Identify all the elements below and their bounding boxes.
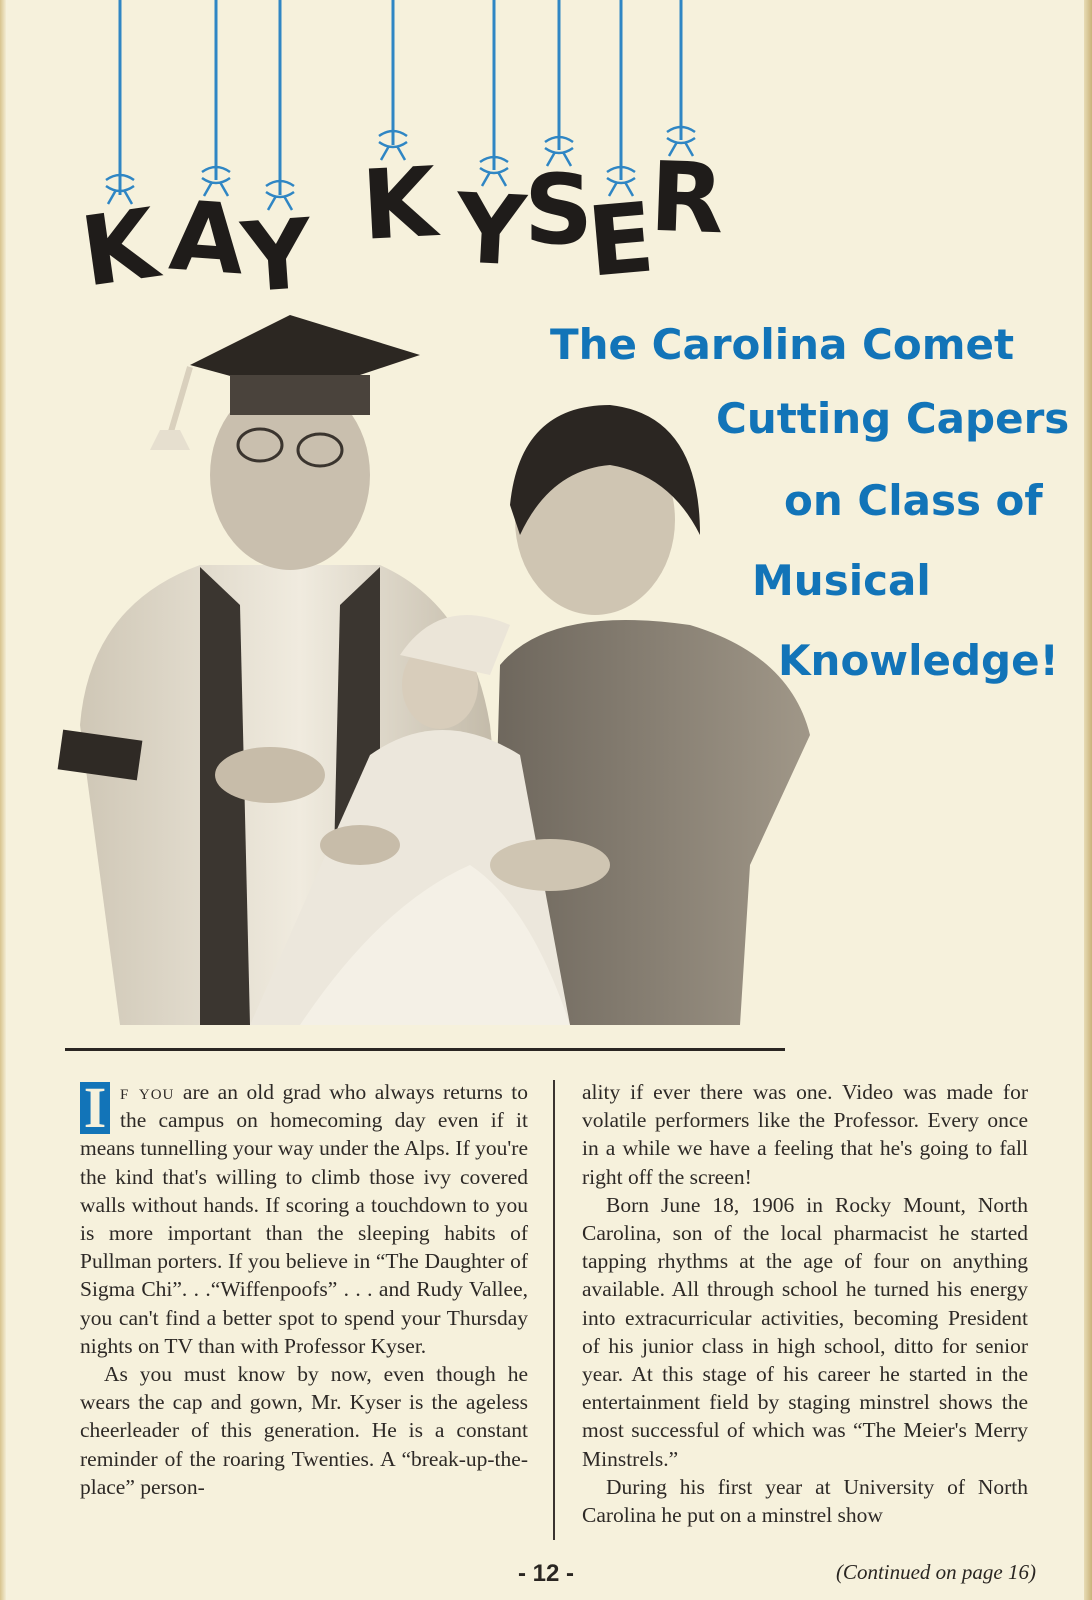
title-letter-k2: K: [359, 146, 440, 262]
title-letter-y1: Y: [238, 197, 316, 315]
column-divider: [553, 1080, 555, 1540]
article-photo: [50, 305, 820, 1045]
photo-illustration: [50, 305, 820, 1045]
paragraph-2-right: ality if ever there was one. Video was made for volatile performers like the Professor. Every once in a while we have a feeling that he's going to fall right off the screen!: [582, 1080, 1028, 1189]
continued-note: (Continued on page 16): [835, 1560, 1036, 1584]
title-letter-e: E: [583, 181, 659, 299]
subtitle-line-2: Cutting Capers: [716, 394, 1070, 443]
title-letter-a: A: [166, 179, 249, 297]
title-letter-s: S: [524, 154, 594, 266]
lead-smallcaps: f you: [120, 1080, 175, 1104]
title-letter-k1: K: [74, 187, 164, 309]
paragraph-1: are an old grad who always returns to the campus on homecoming day even if it means tunnelling your way under the Alps. If you're the kind that's willing to climb those ivy covered walls without hands. If scoring a touchdown to you is more important than the sleeping habits of Pullman porters. If you believe in “The Daughter of Sigma Chi”. . .“Wiffenpoofs” . . . and Rudy Vallee, you can't find a better spot to spend your Thursday nights on TV than with Professor Kyser.: [80, 1080, 528, 1358]
paragraph-4: During his first year at University of North Carolina he put on a minstrel show: [582, 1474, 1028, 1528]
subtitle-line-4: Musical: [752, 556, 931, 605]
subtitle-line-5: Knowledge!: [778, 636, 1059, 685]
article-column-left: [80, 1075, 528, 1501]
title-letter-y2: Y: [453, 172, 529, 288]
page-number: - 12 -: [517, 1560, 574, 1587]
subtitle-line-3: on Class of: [784, 476, 1043, 525]
paragraph-3: Born June 18, 1906 in Rocky Mount, North Carolina, son of the local pharmacist he started tapping rhythms at the age of four on anything available. All through school he turned his energy into extracurricular activities, becoming President of his junior class in high school, ditto for senior year. At this stage of his career he started in the entertainment field by staging minstrel shows the most successful of which was “The Meier's Merry Minstrels.”: [582, 1192, 1028, 1471]
subtitle-line-1: The Carolina Comet: [550, 320, 1015, 369]
drop-cap: I: [80, 1082, 110, 1134]
article-column-right: [582, 1078, 1028, 1529]
paragraph-2-start: [80, 1360, 528, 1501]
title-letter-r: R: [648, 140, 726, 256]
photo-rule: [65, 1048, 785, 1051]
paragraph-2-left: As you must know by now, even though he wears the cap and gown, Mr. Kyser is the ageless cheerleader of this generation. He is a constant reminder of the roaring Twenties. A “break-up-the-place” person-: [80, 1362, 528, 1499]
